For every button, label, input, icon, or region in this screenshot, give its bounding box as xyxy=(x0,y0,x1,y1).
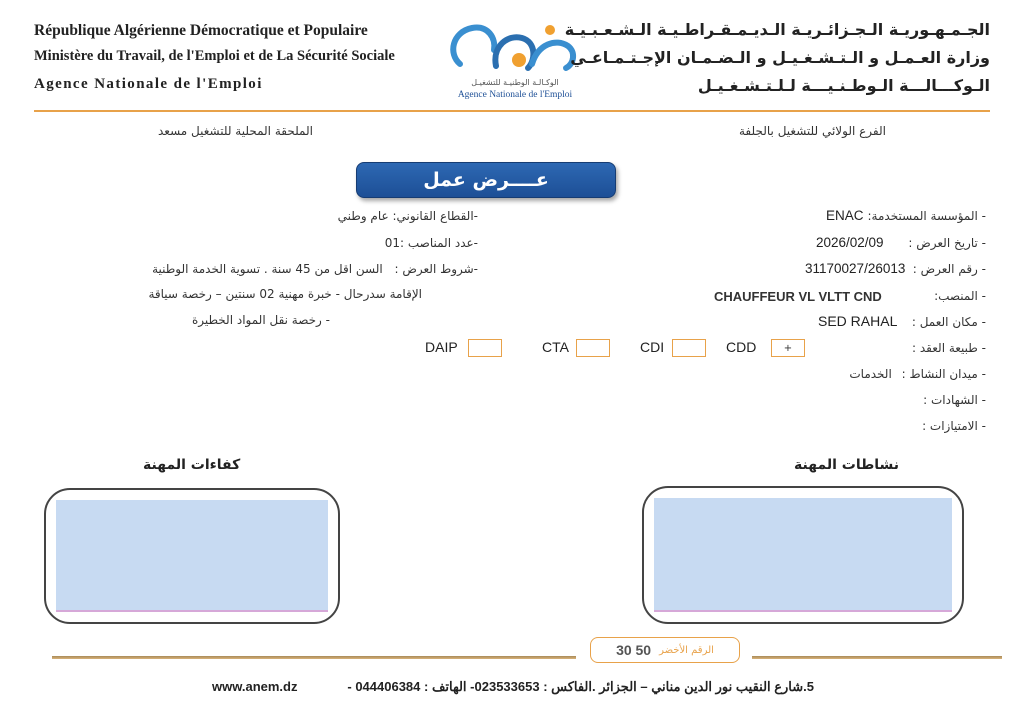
privileges-label: - الامتيازات : xyxy=(922,419,986,433)
conditions-line1: السن اقل من 45 سنة . تسوية الخدمة الوطنية xyxy=(152,262,383,276)
page-title: عــــرض عمل xyxy=(356,162,616,198)
conditions-label: -شروط العرض : xyxy=(394,262,478,276)
conditions-line3: - رخصة نقل المواد الخطيرة xyxy=(191,313,330,327)
date-value: 2026/02/09 xyxy=(816,235,884,250)
activity-label: - ميدان النشاط : xyxy=(901,367,986,381)
header-fr-line1: République Algérienne Démocratique et Populaire xyxy=(34,22,368,39)
header-ar-line3: الـوكـــالـــة الـوطـنـيـــة لـلـتـشـغـيـل xyxy=(697,76,990,95)
footer-address: 5.شارع النقيب نور الدين مناني – الجزائر .الفاكس : 023533653- الهاتف : 044406384 - xyxy=(347,679,814,694)
contract-cdi-checkbox[interactable] xyxy=(672,339,706,357)
branch-local: الملحقة المحلية للتشغيل مسعد xyxy=(158,124,313,138)
skills-heading: كفاءات المهنة xyxy=(143,457,241,473)
date-label: - تاريخ العرض : xyxy=(908,236,986,250)
skills-box xyxy=(44,488,340,624)
bottom-divider-right xyxy=(752,656,1002,659)
activities-box xyxy=(642,486,964,624)
contract-daip-label: DAIP xyxy=(425,339,458,355)
green-number-badge xyxy=(590,637,740,663)
header-ar-line1: الجـمـهـوريـة الـجـزائـريـة الـديـمـقـراطـيـة الـشـعـبـيـة xyxy=(564,20,990,39)
activities-heading: نشاطات المهنة xyxy=(794,457,900,473)
work-location-label: - مكان العمل : xyxy=(911,315,986,329)
logo-ar-caption: الوكـالـة الوطنيـة للتشغيـل xyxy=(471,78,559,87)
work-location-value: SED RAHAL xyxy=(818,313,898,329)
branch-wilaya: الفرع الولائي للتشغيل بالجلفة xyxy=(739,124,886,138)
header-fr-line3: Agence Nationale de l'Emploi xyxy=(34,76,263,92)
position-label: - المنصب: xyxy=(934,289,986,303)
green-number-label: الرقم الأخضر xyxy=(659,644,714,656)
logo-fr-caption: Agence Nationale de l'Emploi xyxy=(457,90,573,100)
employer-label: - المؤسسة المستخدمة: xyxy=(867,209,986,223)
activity-value: الخدمات xyxy=(849,367,892,381)
employer-value: ENAC xyxy=(826,208,864,223)
conditions-line2: الإقامة سدرحال - خبرة مهنية 02 سنتين – رخصة سياقة xyxy=(148,287,422,301)
contract-cdd-label: CDD xyxy=(726,339,757,355)
position-value: CHAUFFEUR VL VLTT CND xyxy=(714,289,882,304)
offer-conditions xyxy=(152,262,478,276)
contract-cta-checkbox[interactable] xyxy=(576,339,610,357)
footer-website[interactable]: www.anem.dz xyxy=(212,679,298,694)
bottom-divider-left xyxy=(52,656,576,659)
activities-box-area[interactable] xyxy=(654,498,952,612)
diplomas-label: - الشهادات : xyxy=(923,393,986,407)
contract-daip-checkbox[interactable] xyxy=(468,339,502,357)
offer-number-label: - رقم العرض : xyxy=(912,262,986,276)
green-number-value: 30 50 xyxy=(616,642,652,658)
positions-count: -عدد المناصب :01 xyxy=(384,236,478,250)
header-fr-line2: Ministère du Travail, de l'Emploi et de La Sécurité Sociale xyxy=(34,48,395,64)
skills-box-area[interactable] xyxy=(56,500,328,612)
contract-cdd-checkbox[interactable]: + xyxy=(771,339,805,357)
header-ar-line2: وزارة العـمـل و الـتـشـغـيـل و الـضـمـان الإجـتـمـاعـي xyxy=(570,48,990,67)
contract-type-label: - طبيعة العقد : xyxy=(912,341,986,355)
activity-field xyxy=(849,367,986,381)
offer-number-value: 31170027/26013 xyxy=(805,261,906,276)
header-divider xyxy=(34,110,990,112)
contract-cta-label: CTA xyxy=(542,339,569,355)
legal-sector: -القطاع القانوني: عام وطني xyxy=(337,209,478,223)
contract-cdi-label: CDI xyxy=(640,339,665,355)
